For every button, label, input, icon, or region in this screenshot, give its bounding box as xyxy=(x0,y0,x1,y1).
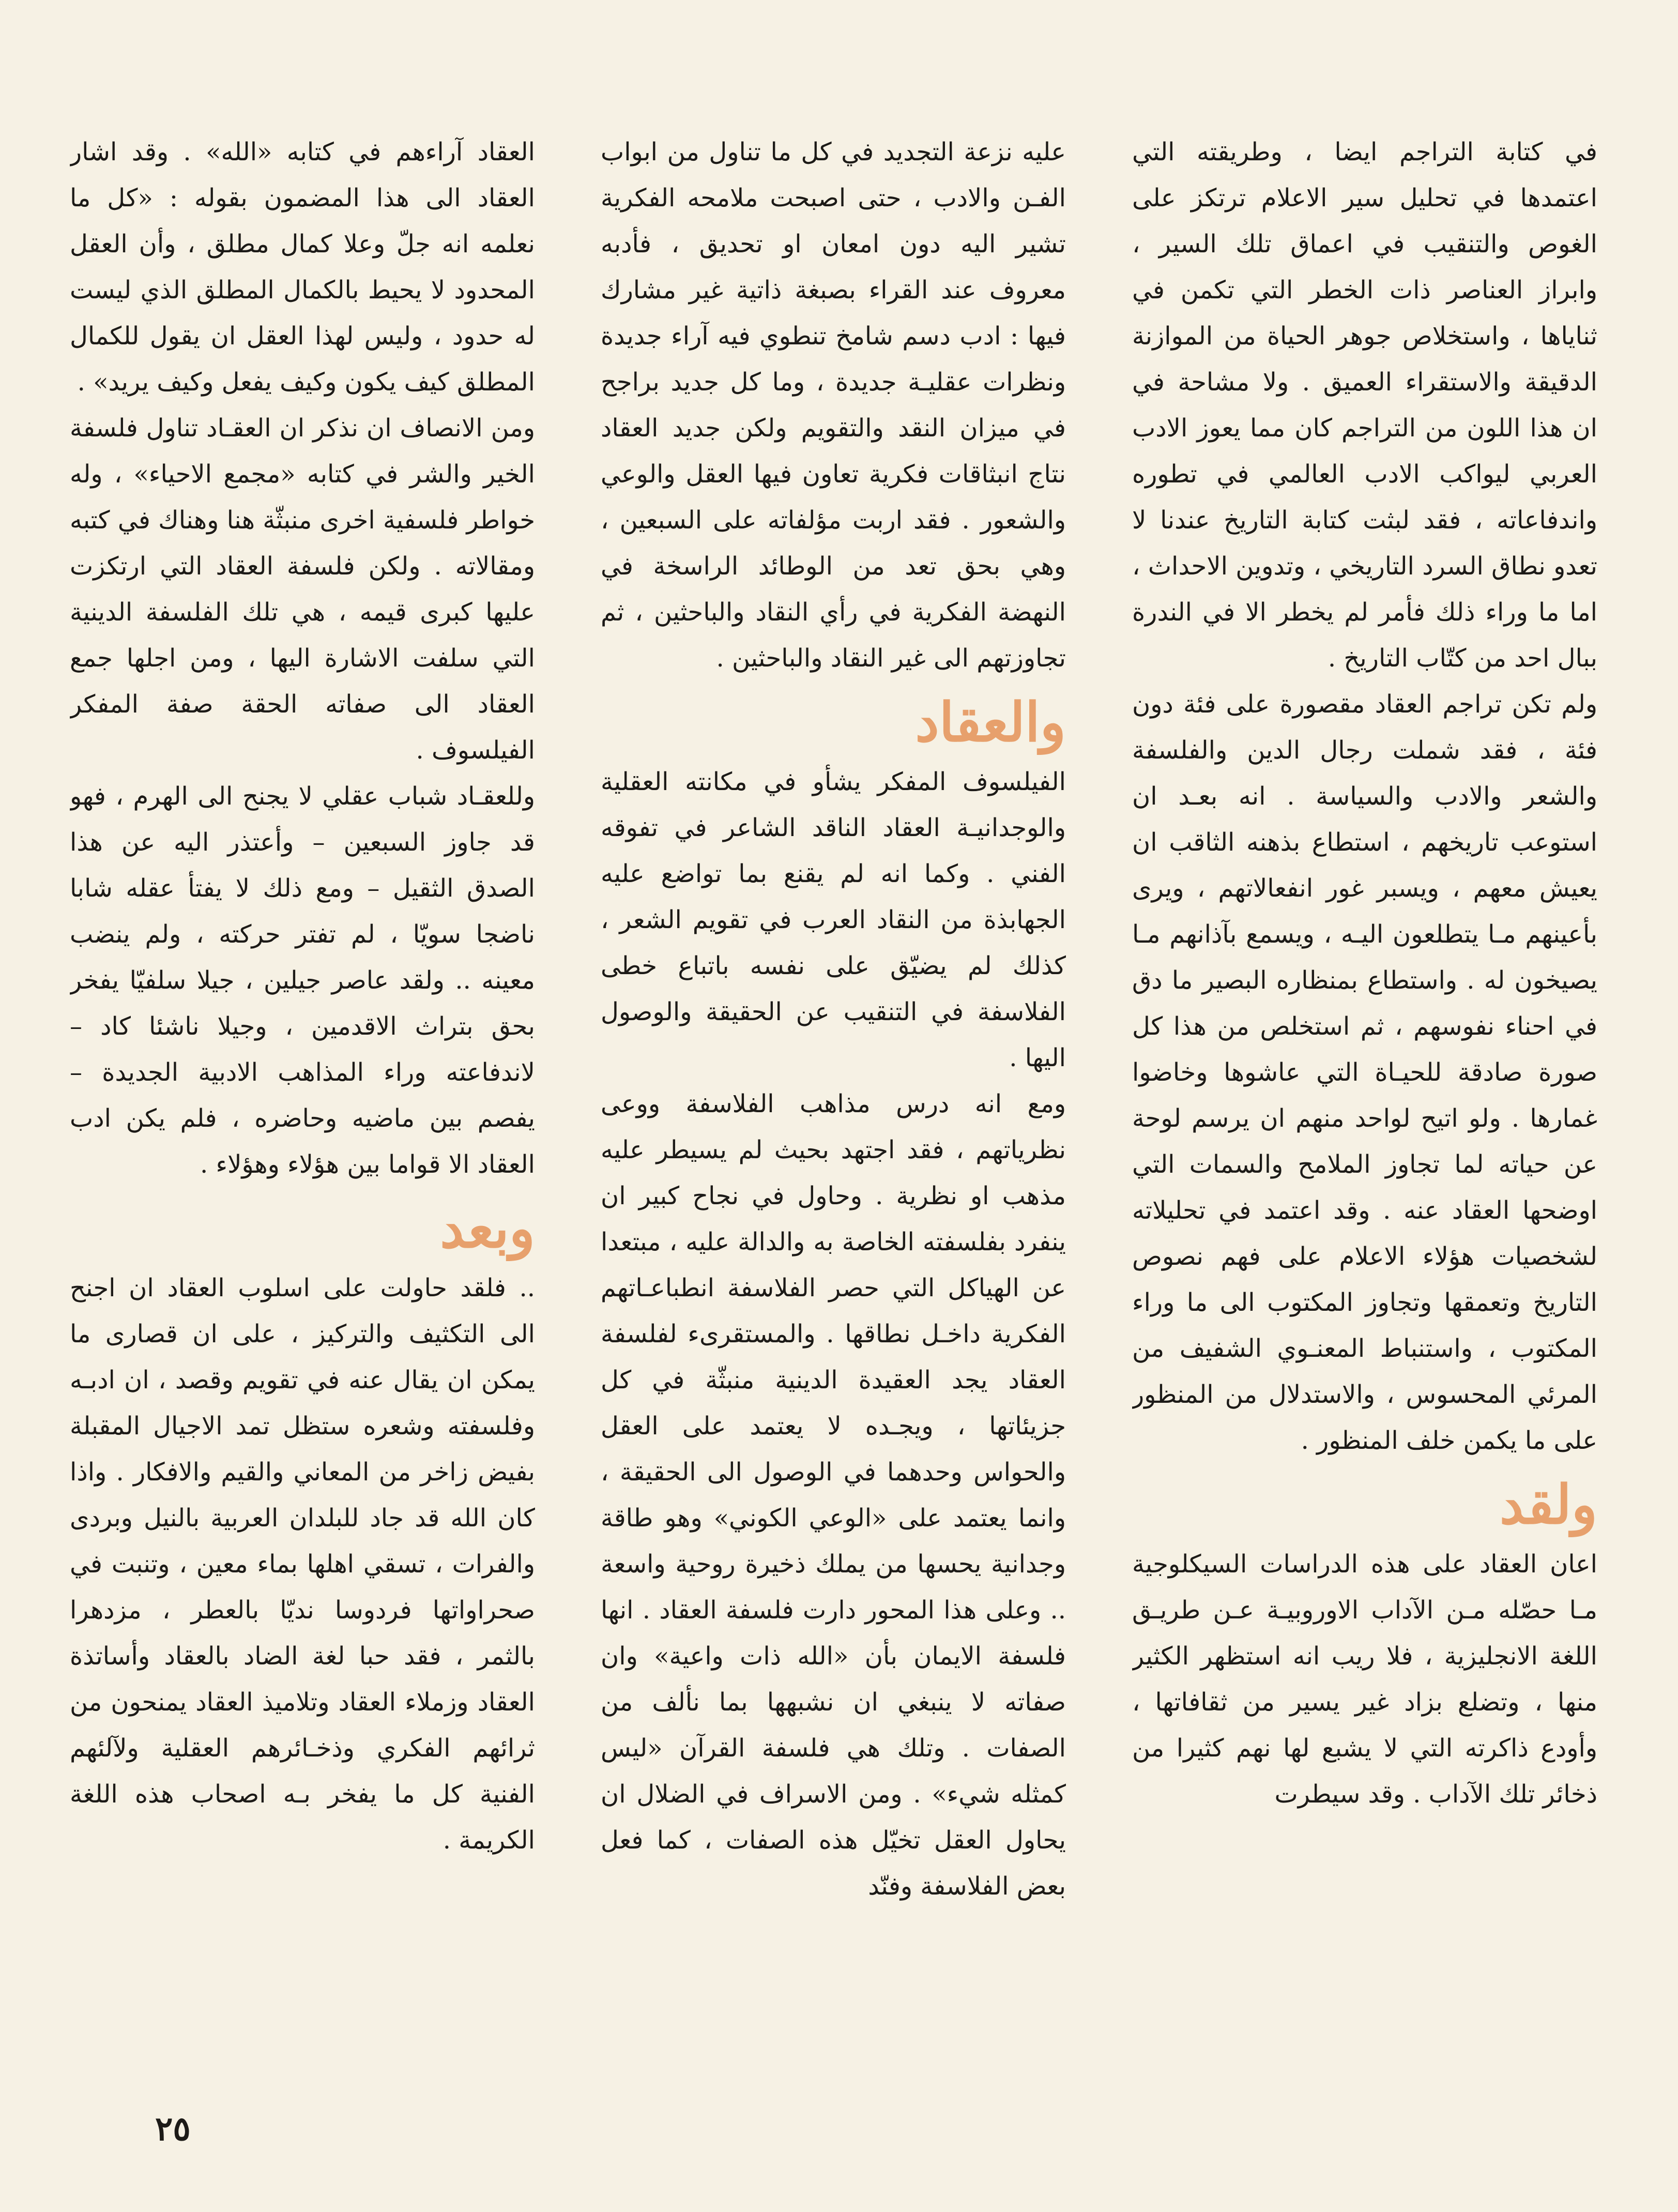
page-number: ٢٥ xyxy=(155,2110,191,2148)
paragraph: ومن الانصاف ان نذكر ان العقـاد تناول فلسفة الخير والشر في كتابه «مجمع الاحياء» ، وله خواطر فلسفية اخرى منبثّة هنا وهناك في كتبه ومقالاته . ولكن فلسفة العقاد التي ارتكزت عليها كبرى قيمه ، هي تلك الفلسفة الدينية التي سلفت الاشارة اليها ، ومن اجلها جمع العقاد الى صفاته الحقة صفة المفكر الفيلسوف . xyxy=(70,414,535,765)
paragraph: .. فلقد حاولت على اسلوب العقاد ان اجنح الى التكثيف والتركيز ، على ان قصارى ما يمكن ان يقال عنه في تقويم وقصد ، ان ادبـه وفلسفته وشعره ستظل تمد الاجيال المقبلة بفيض زاخر من المعاني والقيم والافكار . واذا كان الله قد جاد للبلدان العربية بالنيل وبردى والفرات ، تسقي اهلها بماء معين ، وتنبت في صحراواتها فردوسا نديّا بالعطر ، مزدهرا بالثمر ، فقد حبا لغة الضاد بالعقاد وأساتذة العقاد وزملاء العقاد وتلاميذ العقاد يمنحون من ثرائهم الفكري وذخـائرهم العقلية ولآلئهم الفنية كل ما يفخر بـه اصحاب هذه اللغة الكريمة . xyxy=(70,1274,535,1855)
section-heading: ولقد xyxy=(1499,1473,1597,1536)
paragraph: ومع انه درس مذاهب الفلاسفة ووعى نظرياتهم ، فقد اجتهد بحيث لم يسيطر عليه مذهب او نظرية . وحاول في نجاح كبير ان ينفرد بفلسفته الخاصة به والدالة عليه ، مبتعدا عن الهياكل التي حصر الفلاسفة انطباعـاتهم الفكرية داخـل نطاقها . والمستقرىء لفلسفة العقاد يجد العقيدة الدينية منبثّة في كل جزيئاتها ، ويجـده لا يعتمد على العقل والحواس وحدهما في الوصول الى الحقيقة ، وانما يعتمد على «الوعي الكوني» وهو طاقة وجدانية يحسها من يملك ذخيرة روحية واسعة .. وعلى هذا المحور دارت فلسفة العقاد . انها فلسفة الايمان بأن «الله ذات واعية» وان صفاته لا ينبغي ان نشبهها بما نألف من الصفات . وتلك هي فلسفة القرآن «ليس كمثله شيء» . ومن الاسراف في الضلال ان يحاول العقل تخيّل هذه الصفات ، كما فعل بعض الفلاسفة وفنّد xyxy=(601,1089,1066,1901)
section-heading: والعقاد xyxy=(915,690,1066,754)
paragraph: في كتابة التراجم ايضا ، وطريقته التي اعتمدها في تحليل سير الاعلام ترتكز على الغوص والتنقيب في اعماق تلك السير ، وابراز العناصر ذات الخطر التي تكمن في ثناياها ، واستخلاص جوهر الحياة من الموازنة الدقيقة والاستقراء العميق . ولا مشاحة في ان هذا اللون من التراجم كان مما يعوز الادب العربي ليواكب الادب العالمي في تطوره واندفاعاته ، فقد لبثت كتابة التاريخ عندنا لا تعدو نطاق السرد التاريخي ، وتدوين الاحداث ، اما ما وراء ذلك فأمر لم يخطر الا في الندرة ببال احد من كتّاب التاريخ . xyxy=(1132,138,1597,673)
paragraph: الفيلسوف المفكر يشأو في مكانته العقلية والوجدانيـة العقاد الناقد الشاعر في تفوقه الفني . وكما انه لم يقنع بما تواضع عليه الجهابذة من النقاد العرب في تقويم الشعر ، كذلك لم يضيّق على نفسه باتباع خطى الفلاسفة في التنقيب عن الحقيقة والوصول اليها . xyxy=(601,767,1066,1072)
section-heading: وبعد xyxy=(440,1196,535,1260)
paragraph: العقاد آراءهم في كتابه «الله» . وقد اشار العقاد الى هذا المضمون بقوله : «كل ما نعلمه انه جلّ وعلا كمال مطلق ، وأن العقل المحدود لا يحيط بالكمال المطلق الذي ليست له حدود ، وليس لهذا العقل ان يقول للكمال المطلق كيف يكون وكيف يفعل وكيف يريد» . xyxy=(70,138,535,397)
paragraph: ولم تكن تراجم العقاد مقصورة على فئة دون فئة ، فقد شملت رجال الدين والفلسفة والشعر والادب والسياسة . انه بعـد ان استوعب تاريخهم ، استطاع بذهنه الثاقب ان يعيش معهم ، ويسبر غور انفعالاتهم ، ويرى بأعينهم مـا يتطلعون اليـه ، ويسمع بآذانهم مـا يصيخون له . واستطاع بمنظاره البصير ما دق في احناء نفوسهم ، ثم استخلص من هذا كل صورة صادقة للحيـاة التي عاشوها وخاضوا غمارها . ولو اتيح لواحد منهم ان يرسم لوحة عن حياته لما تجاوز الملامح والسمات التي اوضحها العقاد عنه . وقد اعتمد في تحليلاته لشخصيات هؤلاء الاعلام على فهم نصوص التاريخ وتعمقها وتجاوز المكتوب الى ما وراء المكتوب ، واستنباط المعنـوي الشفيف من المرئي المحسوس ، والاستدلال من المنظور على ما يكمن خلف المنظور . xyxy=(1132,690,1597,1455)
text-column-right xyxy=(1132,129,1597,2161)
text-column-left xyxy=(70,129,535,2161)
text-column-middle xyxy=(601,129,1066,2161)
paragraph: اعان العقاد على هذه الدراسات السيكلوجية مـا حصّله مـن الآداب الاوروبيـة عـن طريـق اللغة الانجليزية ، فلا ريب انه استظهر الكثير منها ، وتضلع بزاد غير يسير من ثقافاتها ، وأودع ذاكرته التي لا يشبع لها نهم كثيرا من ذخائر تلك الآداب . وقد سيطرت xyxy=(1132,1550,1597,1809)
paragraph: عليه نزعة التجديد في كل ما تناول من ابواب الفـن والادب ، حتى اصبحت ملامحه الفكرية تشير اليه دون امعان او تحديق ، فأدبه معروف عند القراء بصبغة ذاتية غير مشارك فيها : ادب دسم شامخ تنطوي فيه آراء جديدة ونظرات عقليـة جديدة ، وما كل جديد براجح في ميزان النقد والتقويم ولكن جديد العقاد نتاج انبثاقات فكرية تعاون فيها العقل والوعي والشعور . فقد اربت مؤلفاته على السبعين ، وهي بحق تعد من الوطائد الراسخة في النهضة الفكرية في رأي النقاد والباحثين ، ثم تجاوزتهم الى غير النقاد والباحثين . xyxy=(601,138,1066,673)
paragraph: وللعقـاد شباب عقلي لا يجنح الى الهرم ، فهو قد جاوز السبعين – وأعتذر اليه عن هذا الصدق الثقيل – ومع ذلك لا يفتأ عقله شابا ناضجا سويّا ، لم تفتر حركته ، ولم ينضب معينه .. ولقد عاصر جيلين ، جيلا سلفيّا يفخر بحق بتراث الاقدمين ، وجيلا ناشئا كاد – لاندفاعته وراء المذاهب الادبية الجديدة – يفصم بين ماضيه وحاضره ، فلم يكن ادب العقاد الا قواما بين هؤلاء وهؤلاء . xyxy=(70,782,535,1179)
